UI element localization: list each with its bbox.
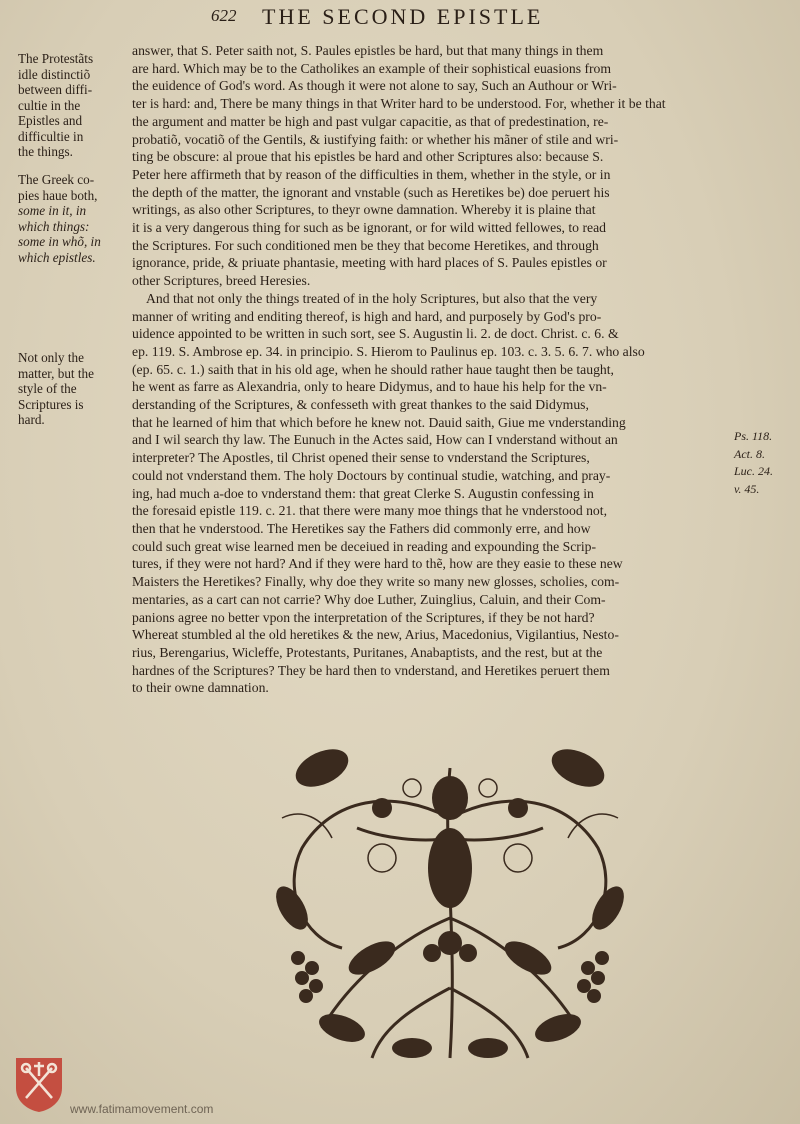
scripture-reference: Luc. 24. — [734, 464, 773, 479]
margin-note-greek-copies — [18, 172, 128, 265]
text-line: it is a very dangerous thing for such as be ignorant, or for wild witted fellowes, to read — [132, 220, 606, 236]
text-line: probatiõ, vocatiõ of the Gentils, & iustifying faith: or whether his mãner of stile and wri- — [132, 131, 619, 147]
running-title: THE SECOND EPISTLE — [262, 4, 544, 29]
text-line: rius, Berengarius, Wicleffe, Protestants, Puritanes, Anabaptists, and the rest, but at the — [132, 644, 603, 660]
margin-line: pies haue both, — [18, 187, 98, 203]
text-line: manner of writing and enditing thereof, is high and hard, and purposely by God's pro- — [132, 308, 602, 324]
margin-line: difficultie in — [18, 128, 84, 144]
text-line: panions agree no better vpon the interpretation of the Scriptures, if they be not hard? — [132, 609, 595, 625]
woodcut-ornament — [262, 728, 638, 1068]
margin-line: cultie in the — [18, 97, 81, 113]
margin-line: matter, but the — [18, 365, 95, 381]
text-line: Whereat stumbled al the old heretikes & the new, Arius, Macedonius, Vigilantius, Nesto- — [132, 627, 619, 643]
text-line: are hard. Which may be to the Catholikes an example of their sophistical euasions from — [132, 60, 612, 76]
text-line: mentaries, as a cart can not carrie? Why doe Luther, Zuinglius, Caluin, and their Com- — [132, 591, 606, 607]
margin-line: Not only the — [18, 350, 84, 365]
margin-references — [734, 428, 796, 498]
margin-line: the things. — [18, 144, 73, 159]
margin-line: Epistles and — [18, 113, 83, 128]
text-line: (ep. 65. c. 1.) saith that in his old age, when he should rather haue taught then be taught, — [132, 361, 614, 377]
page-header — [0, 4, 800, 38]
margin-line: hard. — [18, 412, 45, 427]
text-line: could such great wise learned men be deceiued in reading and expounding the Scrip- — [132, 538, 597, 554]
margin-line: which epistles. — [18, 249, 96, 265]
scripture-reference: Ps. 118. — [734, 429, 773, 443]
text-line: the argument and matter be high and past vulgar capacitie, as that of predestination, re- — [132, 113, 609, 129]
text-line: that he learned of him that which before he knew not. Dauid saith, Giue me vnderstanding — [132, 414, 626, 430]
margin-line: The Protestãts — [18, 51, 94, 66]
text-line: then that he vnderstood. The Heretikes say the Fathers did commonly erre, and how — [132, 520, 591, 536]
text-line: interpreter? The Apostles, til Christ opened their sense to vnderstand the Scriptures, — [132, 450, 590, 466]
text-line: the Scriptures. For such conditioned men be they that become Heretikes, and through — [132, 237, 599, 253]
margin-line: some in it, in — [18, 203, 87, 218]
text-line: other Scriptures, breed Heresies. — [132, 273, 311, 289]
scripture-reference: v. 45. — [734, 481, 760, 496]
text-line: ting be obscure: al proue that his epistles be hard and other Scriptures also: because S. — [132, 149, 604, 165]
website-watermark: www.fatimamovement.com — [70, 1102, 214, 1116]
text-line: derstanding of the Scriptures, & confesseth with great thankes to the said Didymus, — [132, 397, 589, 413]
margin-line: style of the — [18, 381, 77, 396]
text-line: uidence appointed to be written in such sort, see S. Augustin li. 2. de doct. Christ. c. 6. & — [132, 326, 619, 342]
text-line: he went as farre as Alexandria, only to heare Didymus, and to haue his help for the vn- — [132, 379, 607, 395]
keys-crest-logo — [12, 1054, 66, 1114]
text-line: to their owne damnation. — [132, 680, 269, 696]
text-line: the depth of the matter, the ignorant and vnstable (such as Heretikes be) doe peruert his — [132, 184, 610, 200]
margin-note-style — [18, 350, 128, 428]
text-line: could not vnderstand them. The holy Doctours by continual studie, watching, and pray- — [132, 467, 611, 483]
text-line: the euidence of God's word. As though it were not alone to say, Such an Authour or Wri- — [132, 78, 617, 94]
text-line: hardnes of the Scriptures? They be hard then to vnderstand, and Heretikes peruert them — [132, 662, 610, 678]
scripture-reference: Act. 8. — [734, 446, 765, 461]
text-line: writings, as also other Scriptures, to theyr owne damnation. Whereby it is plaine that — [132, 202, 596, 218]
margin-note-protestants — [18, 51, 128, 160]
margin-line: which things: — [18, 218, 90, 234]
margin-line: between diffi- — [18, 82, 93, 97]
text-line: ing, had much a-doe to vnderstand them: that great Clerke S. Augustin confessing in — [132, 485, 594, 501]
text-line: the foresaid epistle 119. c. 21. that there were many moe things that he vnderstood not, — [132, 503, 608, 519]
text-line: tures, if they were not hard? And if they were hard to thẽ, how are they easie to these new — [132, 556, 623, 572]
text-line: And that not only the things treated of in the holy Scriptures, but also that the very — [146, 290, 598, 306]
text-line: answer, that S. Peter saith not, S. Paules epistles be hard, but that many things in them — [132, 43, 604, 58]
text-line: ep. 119. S. Ambrose ep. 34. in principio. S. Hierom to Paulinus ep. 103. c. 3. 5. 6. 7. who also — [132, 343, 645, 359]
margin-line: idle distinctiõ — [18, 66, 91, 82]
text-line: Peter here affirmeth that by reason of the difficulties in them, whether in the style, or in — [132, 166, 611, 182]
text-line: ter is hard: and, There be many things in that Writer hard to be understood. For, whether it be that — [132, 96, 666, 112]
body-text — [132, 42, 732, 697]
page-number: 622 — [211, 6, 237, 25]
margin-line: Scriptures is — [18, 396, 84, 412]
text-line: ignorance, pride, & priuate phantasie, meeting with hard places of S. Paules epistles or — [132, 255, 607, 271]
text-line: Maisters the Heretikes? Finally, why doe they write so many new glosses, scholies, com- — [132, 574, 620, 590]
margin-line: some in whõ, in — [18, 234, 101, 249]
text-line: and I wil search thy law. The Eunuch in the Actes said, How can I vnderstand without an — [132, 432, 618, 448]
margin-line: The Greek co- — [18, 172, 95, 187]
